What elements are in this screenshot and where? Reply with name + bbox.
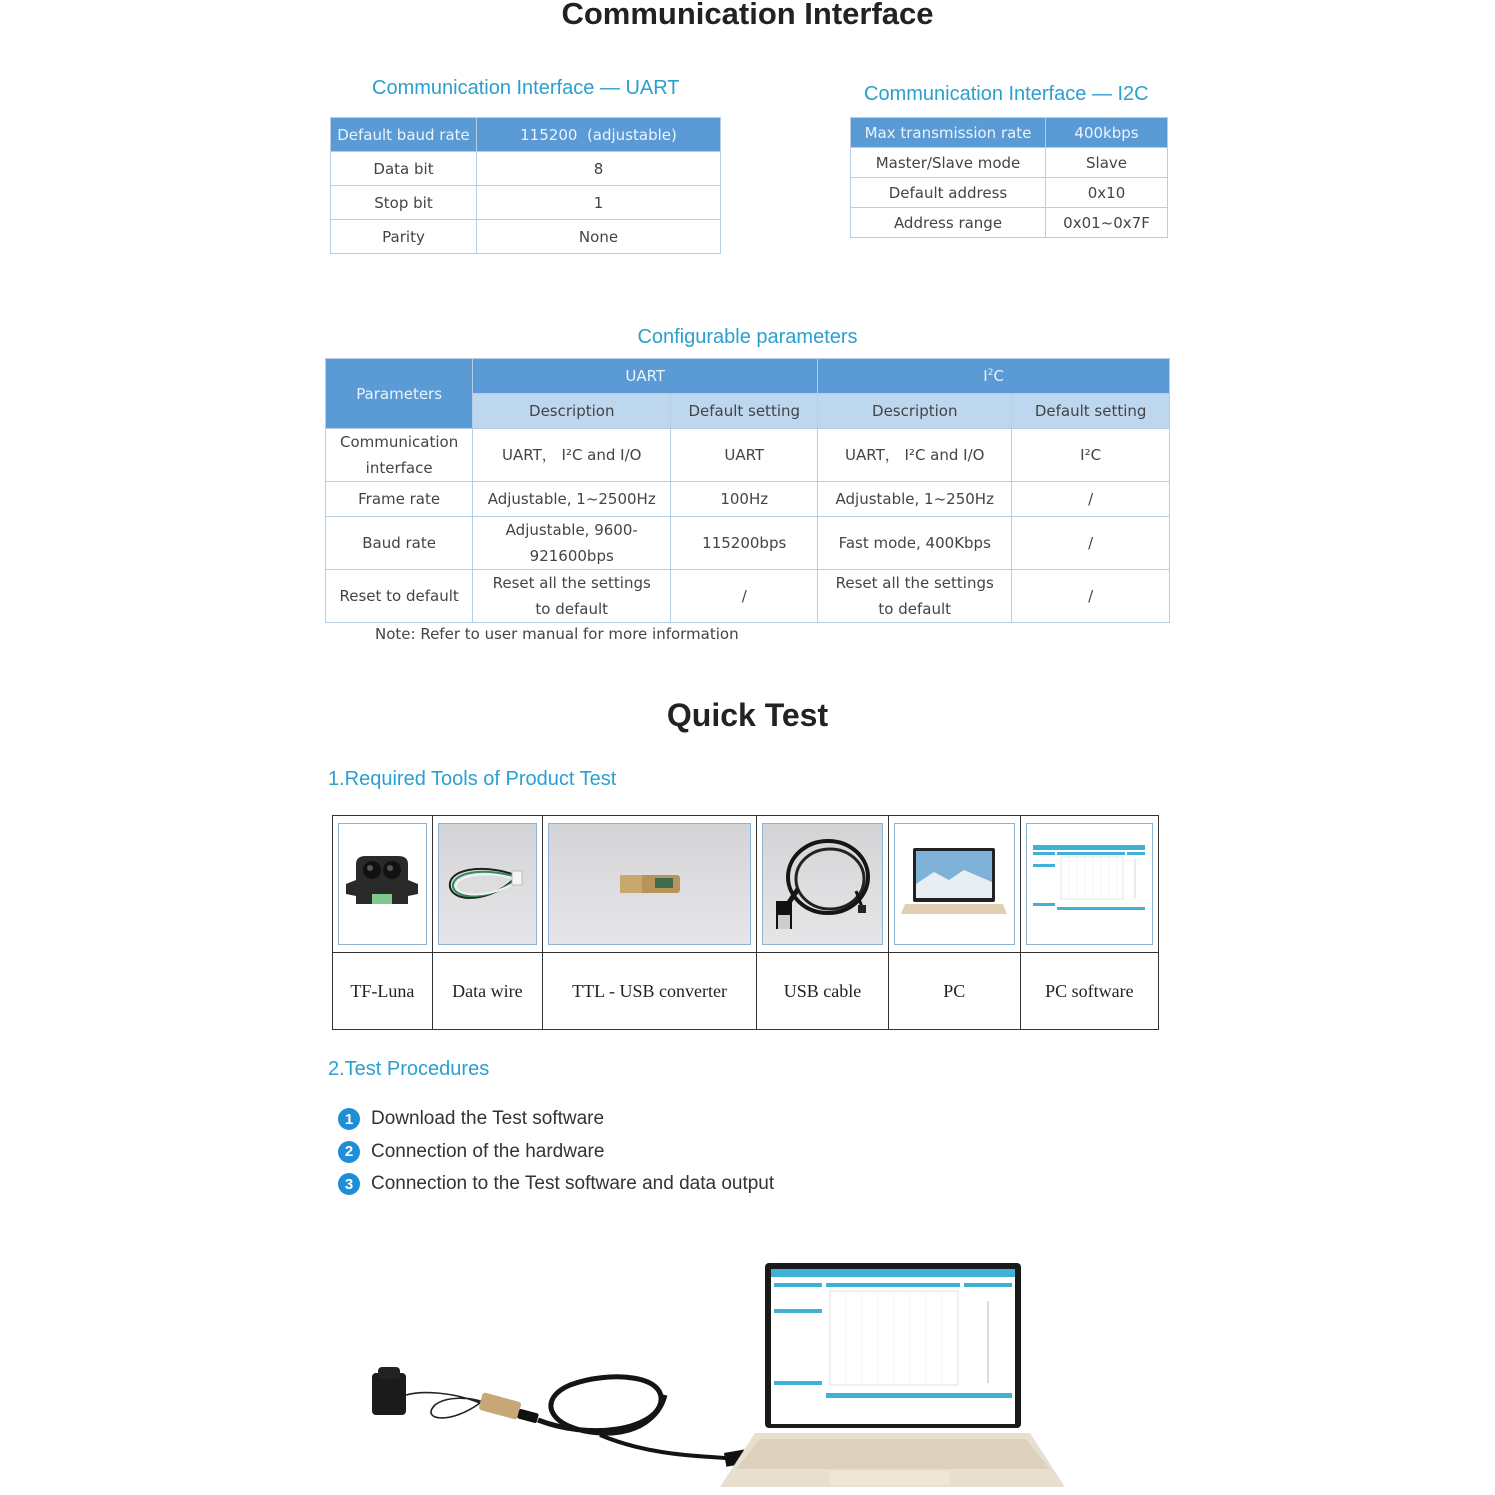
table-cell: Default address [851, 178, 1046, 208]
i2c-group-header [818, 359, 1170, 394]
uart-default-header: Default setting [671, 394, 818, 429]
laptop-icon [720, 1263, 1065, 1487]
table-cell: 115200bps [671, 517, 818, 570]
tf-luna-icon [342, 854, 422, 914]
hardware-connection-photo [360, 1255, 1080, 1495]
i2c-superscript: 2 [987, 368, 994, 378]
table-cell: Address range [851, 208, 1046, 238]
table-cell: Adjustable, 9600-921600bps [473, 517, 671, 570]
step-number-icon: 1 [338, 1108, 360, 1130]
param-cell: Baud rate [326, 517, 473, 570]
step-number-icon: 3 [338, 1173, 360, 1195]
table-cell: 8 [477, 152, 721, 186]
tool-label: USB cable [757, 953, 889, 1030]
tool-label: TF-Luna [333, 953, 433, 1030]
table-cell: Fast mode, 400Kbps [818, 517, 1012, 570]
tool-image-cell [1020, 816, 1158, 953]
header-cell: Max transmission rate [851, 118, 1046, 148]
table-cell: Stop bit [331, 186, 477, 220]
tool-image-cell [543, 816, 757, 953]
tools-image-row [333, 816, 1159, 953]
i2c-spec-table [850, 117, 1168, 238]
table-row [851, 148, 1168, 178]
tool-label: Data wire [432, 953, 542, 1030]
uart-group-header: UART [473, 359, 818, 394]
table-cell: Adjustable, 1~2500Hz [473, 482, 671, 517]
table-cell: UART [671, 429, 818, 482]
table-cell: UART， I²C and I/O [473, 429, 671, 482]
list-item [338, 1103, 774, 1136]
table-row [326, 429, 1170, 482]
i2c-default-header: Default setting [1012, 394, 1170, 429]
i2c-label: I [983, 367, 988, 385]
data-wire-icon [442, 859, 532, 909]
table-cell: / [1012, 517, 1170, 570]
table-cell: / [1012, 482, 1170, 517]
tool-image-cell [333, 816, 433, 953]
table-cell: / [1012, 570, 1170, 623]
tf-luna-icon [372, 1367, 406, 1415]
tools-subtitle: 1.Required Tools of Product Test [328, 768, 617, 790]
page-title: Communication Interface [561, 0, 934, 31]
table-cell: Reset all the settings to default [818, 570, 1012, 623]
tool-image-cell [888, 816, 1020, 953]
ttl-usb-converter-icon [615, 869, 685, 899]
table-cell: 100Hz [671, 482, 818, 517]
table-row [326, 482, 1170, 517]
note-text: Note: Refer to user manual for more information [375, 625, 739, 643]
table-cell: Parity [331, 220, 477, 254]
pc-image [894, 823, 1015, 945]
pc-software-image [1026, 823, 1153, 945]
required-tools-table [332, 815, 1159, 1030]
uart-description-header: Description [473, 394, 671, 429]
param-cell: Communication interface [326, 429, 473, 482]
header-cell: 115200 (adjustable) [477, 118, 721, 152]
table-cell: Reset all the settings to default [473, 570, 671, 623]
step-text: Connection of the hardware [371, 1140, 605, 1162]
usb-cable-icon [768, 829, 878, 939]
table-row [326, 517, 1170, 570]
table-row [851, 208, 1168, 238]
uart-subtitle: Communication Interface — UART [372, 77, 680, 99]
step-text: Connection to the Test software and data output [371, 1173, 775, 1195]
procedures-subtitle: 2.Test Procedures [328, 1058, 490, 1080]
table-row [331, 152, 721, 186]
table-cell: 1 [477, 186, 721, 220]
tools-label-row [333, 953, 1159, 1030]
tool-image-cell [432, 816, 542, 953]
ttl-usb-converter-image [548, 823, 751, 945]
table-row [326, 570, 1170, 623]
step-text: Download the Test software [371, 1108, 605, 1130]
table-row [331, 220, 721, 254]
usb-cable-image [762, 823, 883, 945]
table-cell: None [477, 220, 721, 254]
table-cell: Adjustable, 1~250Hz [818, 482, 1012, 517]
i2c-label-suffix: C [993, 367, 1004, 385]
table-cell: I²C [1012, 429, 1170, 482]
table-header-row [851, 118, 1168, 148]
table-cell: UART， I²C and I/O [818, 429, 1012, 482]
i2c-description-header: Description [818, 394, 1012, 429]
tool-label: PC software [1020, 953, 1158, 1030]
table-cell: Master/Slave mode [851, 148, 1046, 178]
list-item [338, 1168, 774, 1201]
table-cell: Slave [1046, 148, 1168, 178]
procedure-steps [338, 1103, 774, 1201]
param-cell: Reset to default [326, 570, 473, 623]
parameters-header: Parameters [326, 359, 473, 429]
table-row [331, 186, 721, 220]
quick-test-title: Quick Test [666, 697, 829, 733]
software-screenshot-icon [1031, 839, 1147, 929]
table-row [851, 178, 1168, 208]
uart-spec-table [330, 117, 721, 254]
param-cell: Frame rate [326, 482, 473, 517]
tf-luna-image [338, 823, 427, 945]
step-number-icon: 2 [338, 1141, 360, 1163]
tool-image-cell [757, 816, 889, 953]
laptop-icon [899, 844, 1009, 924]
header-cell: Default baud rate [331, 118, 477, 152]
table-cell: Data bit [331, 152, 477, 186]
header-cell: 400kbps [1046, 118, 1168, 148]
data-wire-image [438, 823, 537, 945]
table-cell: 0x10 [1046, 178, 1168, 208]
list-item [338, 1136, 774, 1169]
tool-label: TTL - USB converter [543, 953, 757, 1030]
configurable-subtitle: Configurable parameters [637, 326, 858, 348]
tool-label: PC [888, 953, 1020, 1030]
configurable-parameters-table [325, 358, 1170, 623]
table-cell: 0x01~0x7F [1046, 208, 1168, 238]
table-header-row [331, 118, 721, 152]
table-cell: / [671, 570, 818, 623]
i2c-subtitle: Communication Interface — I2C [864, 83, 1149, 105]
